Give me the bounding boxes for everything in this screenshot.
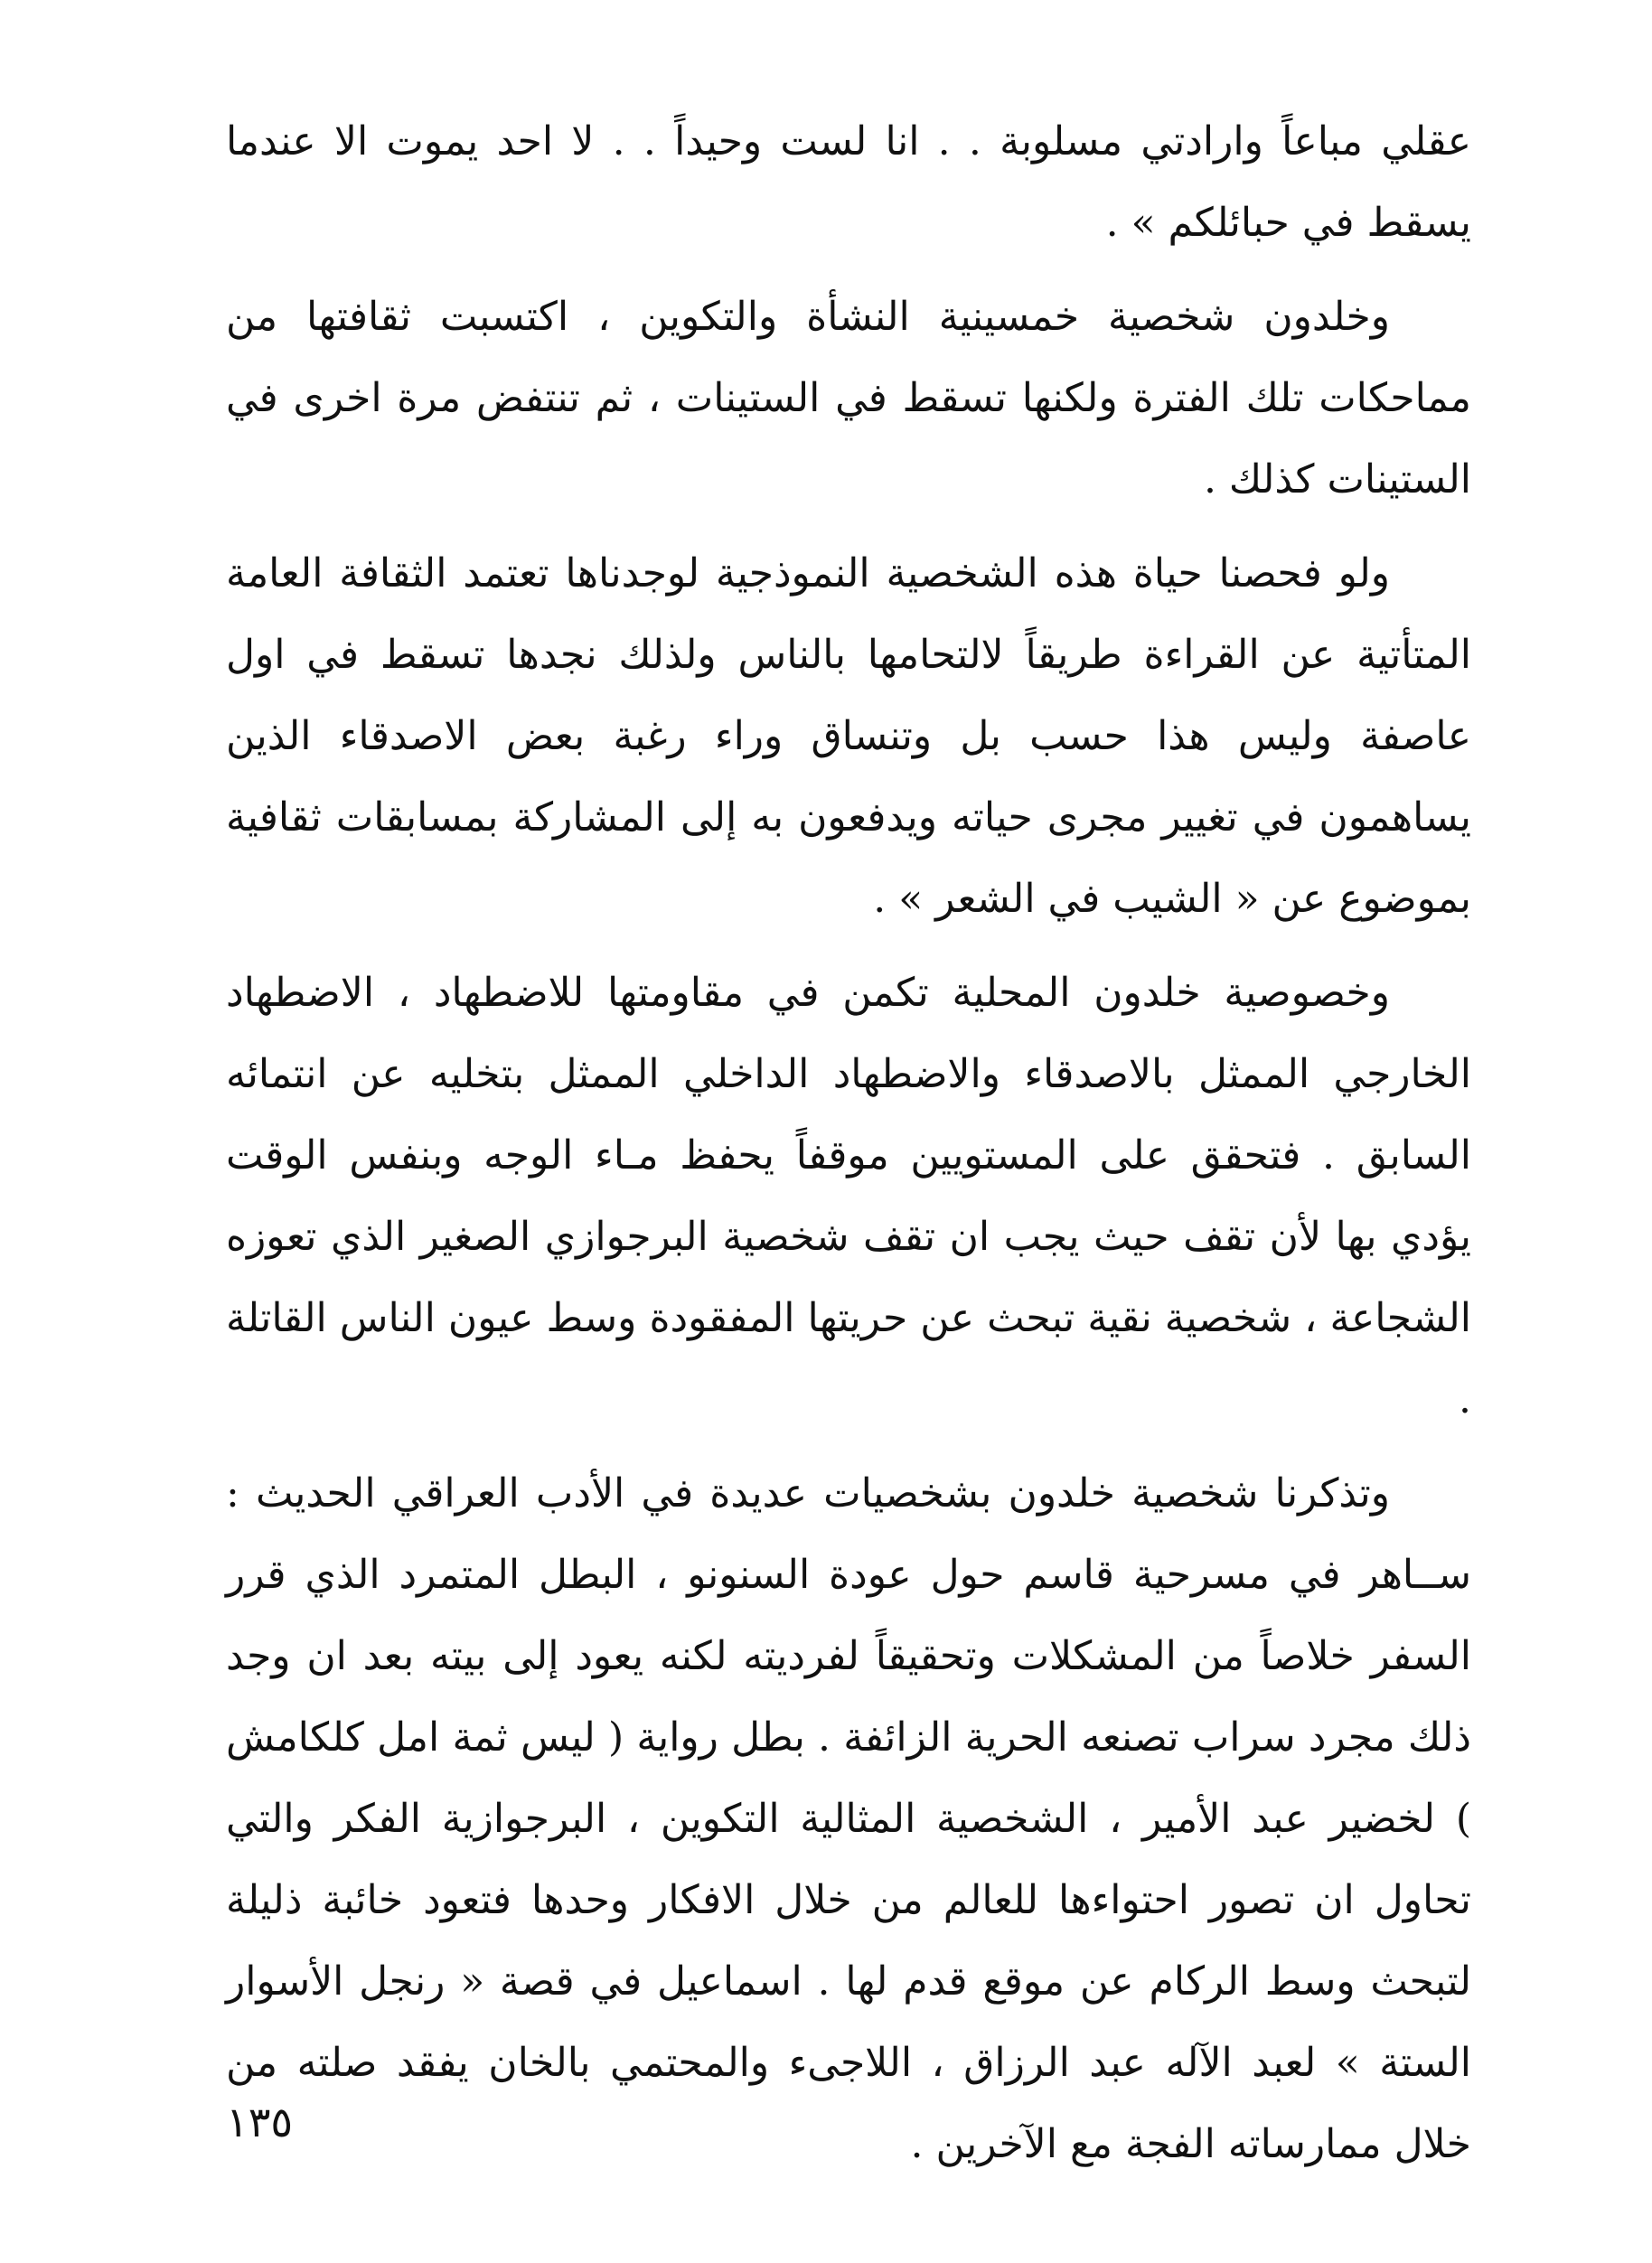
- page-number: ١٣٥: [226, 2098, 294, 2146]
- paragraph-4: وخصوصية خلدون المحلية تكمن في مقاومتها للاضطهاد ، الاضطهاد الخارجي الممثل بالاصدقاء والاضطهاد الداخلي الممثل بتخليه عن انتمائه السابق . فتحقق على المستويين موقفاً يحفظ مـاء الوجه وبنفس الوقت يؤدي بها لأن تقف حيث يجب ان تقف شخصية البرجوازي الصغير الذي تعوزه الشجاعة ، شخصية نقية تبحث عن حريتها المفقودة وسط عيون الناس القاتلة .: [226, 970, 1471, 1423]
- paragraph-1: عقلي مباعاً وارادتي مسلوبة . . انا لست وحيداً . . لا احد يموت الا عندما يسقط في حبائلكم » .: [226, 118, 1471, 246]
- paragraph-3: ولو فحصنا حياة هذه الشخصية النموذجية لوجدناها تعتمد الثقافة العامة المتأتية عن القراءة طريقاً لالتحامها بالناس ولذلك نجدها تسقط في اول عاصفة وليس هذا حسب بل وتنساق وراء رغبة بعض الاصدقاء الذين يساهمون في تغيير مجرى حياته ويدفعون به إلى المشاركة بمسابقات ثقافية بموضوع عن « الشيب في الشعر » .: [226, 550, 1471, 922]
- paragraph-2: وخلدون شخصية خمسينية النشأة والتكوين ، اكتسبت ثقافتها من مماحكات تلك الفترة ولكنها تسقط في الستينات ، ثم تنتفض مرة اخرى في الستينات كذلك .: [226, 294, 1471, 502]
- body-text: [226, 101, 1471, 2198]
- paragraph-5: وتذكرنا شخصية خلدون بشخصيات عديدة في الأدب العراقي الحديث : ســاهر في مسرحية قاسم حول عودة السنونو ، البطل المتمرد الذي قرر السفر خلاصاً من المشكلات وتحقيقاً لفرديته لكنه يعود إلى بيته بعد ان وجد ذلك مجرد سراب تصنعه الحرية الزائفة . بطل رواية ( ليس ثمة امل كلكامش ) لخضير عبد الأمير ، الشخصية المثالية التكوين ، البرجوازية الفكر والتي تحاول ان تصور احتواءها للعالم من خلال الافكار وحدها فتعود خائبة ذليلة لتبحث وسط الركام عن موقع قدم لها . اسماعيل في قصة « رنجل الأسوار الستة » لعبد الآله عبد الرزاق ، اللاجىء والمحتمي بالخان يفقد صلته من خلال ممارساته الفجة مع الآخرين .: [226, 1470, 1472, 2167]
